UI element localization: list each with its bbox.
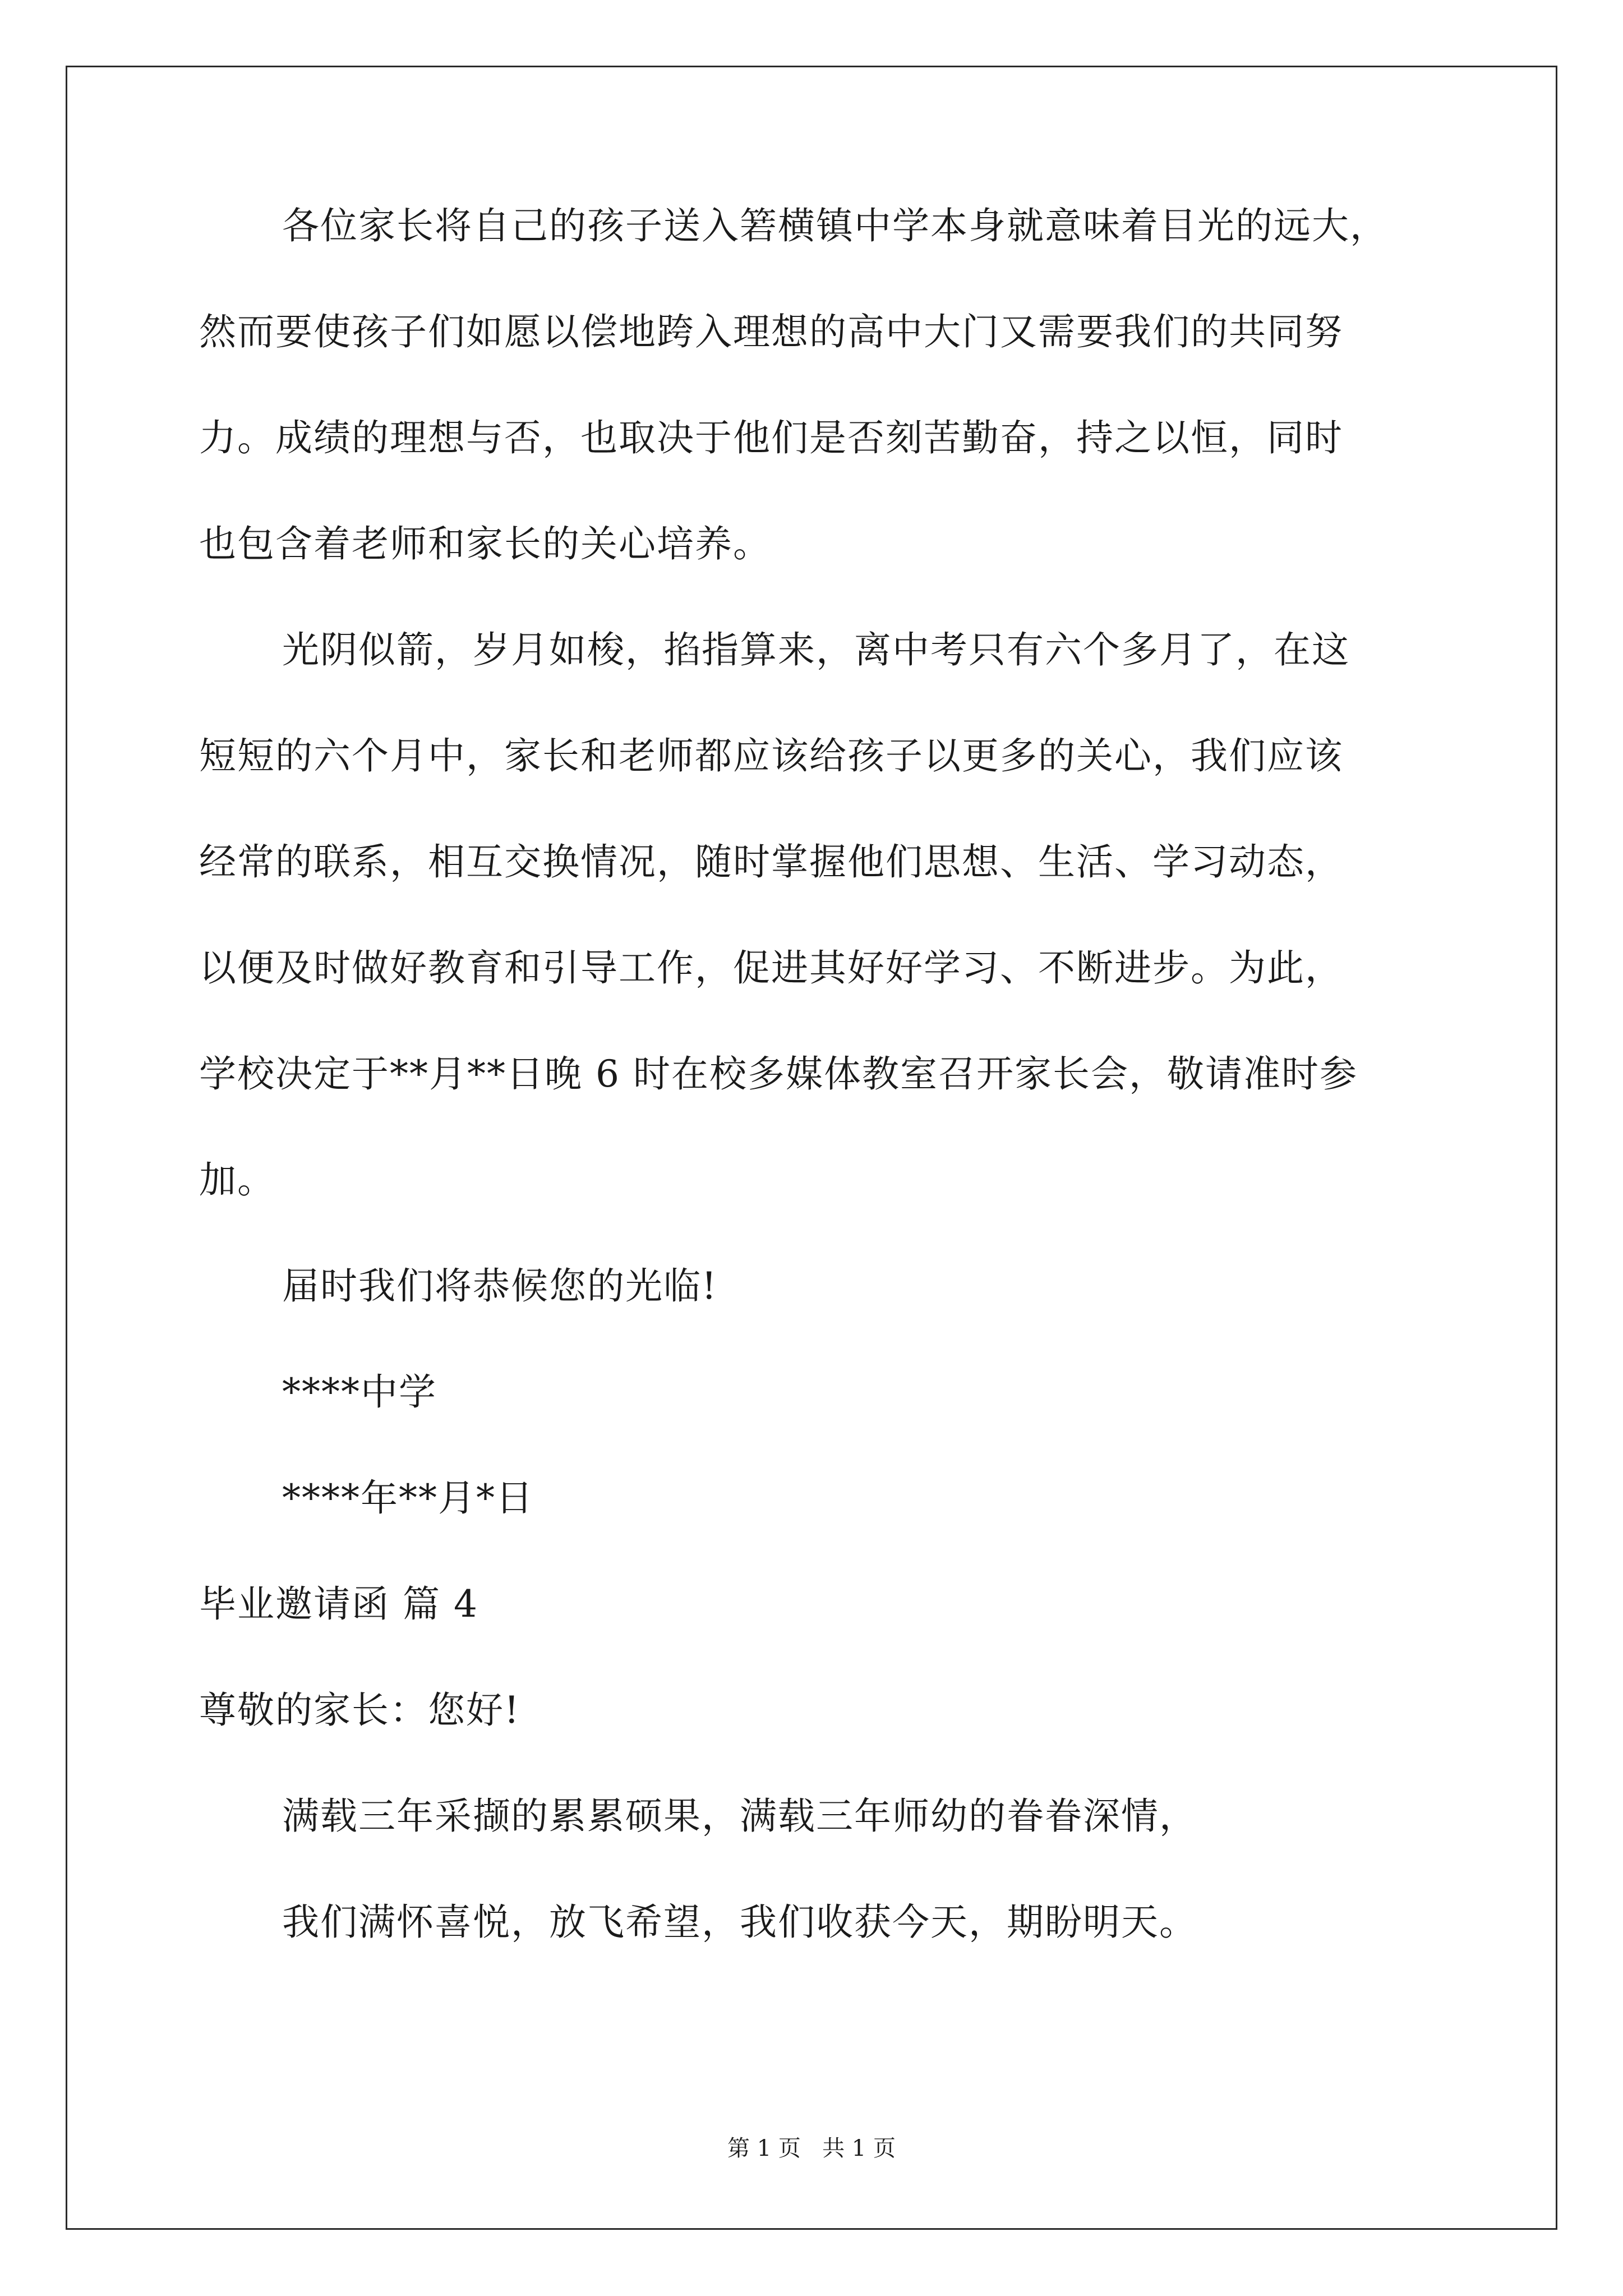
signature-school: ****中学 xyxy=(282,1370,437,1414)
paragraph-line: 我们满怀喜悦，放飞希望，我们收获今天，期盼明天。 xyxy=(282,1901,1197,1944)
paragraph-line: 满载三年采撷的累累硕果，满载三年师幼的眷眷深情， xyxy=(282,1795,1197,1838)
salutation: 尊敬的家长：您好! xyxy=(199,1688,520,1732)
paragraph-line: 然而要使孩子们如愿以偿地跨入理想的高中大门又需要我们的共同努 xyxy=(199,310,1343,353)
signature-date: ****年**月*日 xyxy=(282,1476,534,1520)
paragraph-line: 学校决定于**月**日晚 6 时在校多媒体教室召开家长会，敬请准时参 xyxy=(199,1052,1358,1096)
paragraph-line: 也包含着老师和家长的关心培养。 xyxy=(199,522,771,565)
paragraph-line: 力。成绩的理想与否，也取决于他们是否刻苦勤奋，持之以恒，同时 xyxy=(199,416,1343,459)
paragraph-line: 经常的联系，相互交换情况，随时掌握他们思想、生活、学习动态， xyxy=(199,840,1343,884)
page-number: 第 1 页 共 1 页 xyxy=(727,2136,896,2161)
section-heading: 毕业邀请函 篇 4 xyxy=(199,1582,478,1626)
paragraph-line: 各位家长将自己的孩子送入箬横镇中学本身就意味着目光的远大， xyxy=(282,204,1388,247)
paragraph-line: 以便及时做好教育和引导工作，促进其好好学习、不断进步。为此， xyxy=(199,946,1343,990)
paragraph-line: 加。 xyxy=(199,1158,275,1202)
paragraph-line: 光阴似箭，岁月如梭，掐指算来，离中考只有六个多月了，在这 xyxy=(282,628,1350,671)
paragraph-line: 短短的六个月中，家长和老师都应该给孩子以更多的关心，我们应该 xyxy=(199,734,1343,777)
closing-line: 届时我们将恭候您的光临! xyxy=(282,1264,718,1308)
